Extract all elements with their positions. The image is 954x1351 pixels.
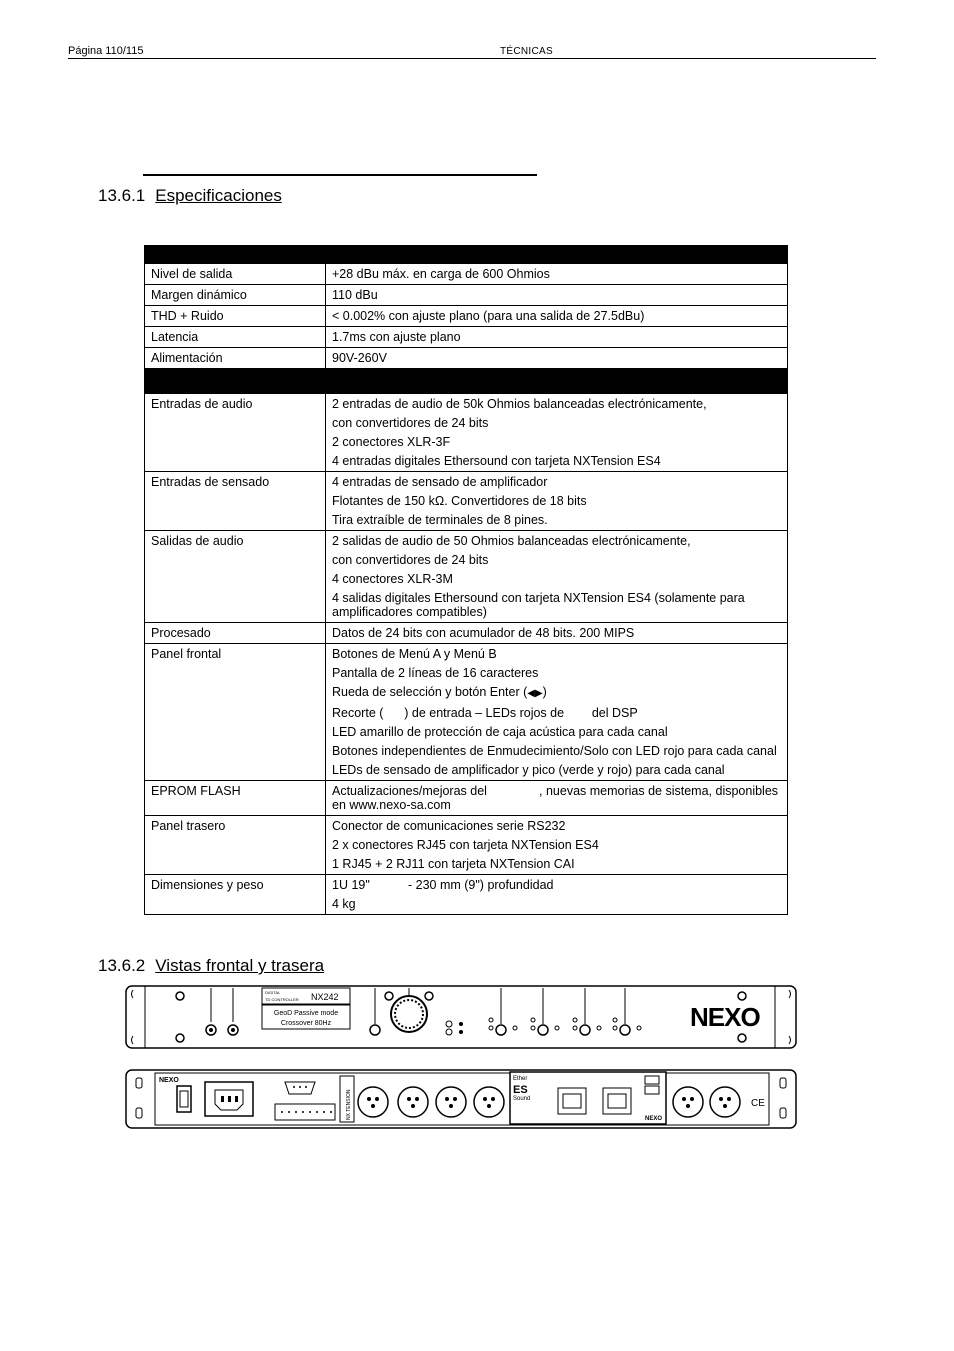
table-row: [145, 394, 788, 472]
row-label: Latencia: [145, 327, 326, 348]
front-panel-drawing: [125, 984, 798, 1050]
row-value: < 0.002% con ajuste plano (para una salida de 27.5dBu): [332, 309, 645, 323]
row-label: Dimensiones y peso: [145, 875, 326, 915]
table-row: [145, 306, 788, 327]
page-header: [68, 44, 876, 59]
spec-heading: [98, 186, 282, 206]
row-value: 1 RJ45 + 2 RJ11 con tarjeta NXTension CAI: [332, 857, 575, 871]
row-value: LED amarillo de protección de caja acústica para cada canal: [332, 725, 668, 739]
row-value: 4 salidas digitales Ethersound con tarjeta NXTension ES4 (solamente para amplificadores compatibles): [332, 591, 745, 619]
row-value: Datos de 24 bits con acumulador de 48 bits. 200 MIPS: [332, 626, 635, 640]
row-value: 4 entradas digitales Ethersound con tarjeta NXTension ES4: [332, 454, 661, 468]
row-value: Recorte ( ) de entrada – LEDs rojos de del DSP: [332, 706, 638, 720]
row-value: 4 kg: [332, 897, 356, 911]
row-label: Nivel de salida: [145, 264, 326, 285]
row-label: Entradas de audio: [145, 394, 326, 472]
sense-label-text: NX TENSION: [346, 1089, 352, 1120]
row-label: Entradas de sensado: [145, 472, 326, 531]
row-value: 4 entradas de sensado de amplificador: [332, 475, 548, 489]
row-value: 4 conectores XLR-3M: [332, 572, 453, 586]
ce-mark: CE: [751, 1098, 765, 1109]
card-brand-text: NEXO: [645, 1116, 663, 1122]
table-band-header: [145, 246, 788, 264]
views-heading-number: 13.6.2: [98, 956, 146, 975]
table-row: [145, 781, 788, 816]
card-mark: ES: [513, 1084, 528, 1096]
table-row: [145, 348, 788, 369]
rear-panel-drawing: [125, 1068, 798, 1130]
table-row: [145, 531, 788, 623]
views-heading-title: Vistas frontal y trasera: [155, 956, 325, 975]
page-number: Página 110/115: [68, 45, 144, 57]
row-value: Tira extraíble de terminales de 8 pines.: [332, 513, 548, 527]
row-value: Botones independientes de Enmudecimiento/Solo con LED rojo para cada canal: [332, 744, 777, 758]
spec-heading-number: 13.6.1: [98, 186, 146, 205]
row-value: 110 dBu: [332, 288, 378, 302]
row-value: 2 entradas de audio de 50k Ohmios balanceadas electrónicamente,: [332, 397, 707, 411]
row-value: 1.7ms con ajuste plano: [332, 330, 461, 344]
model-name-text: NX242: [311, 992, 339, 1002]
model-top-text: DIGITAL: [265, 990, 281, 995]
spec-table: [144, 245, 788, 915]
row-label: THD + Ruido: [145, 306, 326, 327]
table-row: [145, 472, 788, 531]
row-value-wheel: Rueda de selección y botón Enter (◀▶): [332, 685, 547, 699]
row-value: Botones de Menú A y Menú B: [332, 647, 497, 661]
table-row: [145, 623, 788, 644]
card-line1: Ether: [513, 1076, 528, 1082]
row-label: Salidas de audio: [145, 531, 326, 623]
display-line1: GeoD Passive mode: [273, 1010, 339, 1017]
row-value: 2 x conectores RJ45 con tarjeta NXTension ES4: [332, 838, 599, 852]
row-value: con convertidores de 24 bits: [332, 416, 489, 430]
views-heading: [98, 956, 324, 976]
table-row: [145, 644, 788, 781]
row-value: 2 conectores XLR-3F: [332, 435, 451, 449]
section-title: TÉCNICAS: [500, 46, 553, 57]
display-line2: Crossover 80Hz: [280, 1020, 332, 1027]
nexo-logo-text: NEXO: [690, 1002, 760, 1032]
row-value: Conector de comunicaciones serie RS232: [332, 819, 566, 833]
table-row: [145, 264, 788, 285]
row-label: Panel trasero: [145, 816, 326, 875]
row-value: +28 dBu máx. en carga de 600 Ohmios: [332, 267, 550, 281]
left-right-arrows-icon: ◀▶: [527, 688, 543, 699]
row-label: Alimentación: [145, 348, 326, 369]
row-value: 90V-260V: [332, 351, 387, 365]
row-label: Panel frontal: [145, 644, 326, 781]
model-sub-text: TD CONTROLLER: [265, 997, 299, 1002]
row-label: Procesado: [145, 623, 326, 644]
spec-heading-title: Especificaciones: [155, 186, 282, 205]
row-label: Margen dinámico: [145, 285, 326, 306]
section-rule: [143, 174, 537, 176]
row-value: 2 salidas de audio de 50 Ohmios balanceadas electrónicamente,: [332, 534, 691, 548]
row-value: LEDs de sensado de amplificador y pico (verde y rojo) para cada canal: [332, 763, 725, 777]
row-value: Flotantes de 150 kΩ. Convertidores de 18 bits: [332, 494, 587, 508]
row-value: Actualizaciones/mejoras del , nuevas memorias de sistema, disponibles en www.nexo-sa.com: [332, 784, 782, 812]
table-row: [145, 875, 788, 915]
table-row: [145, 285, 788, 306]
row-label: EPROM FLASH: [145, 781, 326, 816]
rear-brand-text: NEXO: [159, 1077, 179, 1084]
table-row: [145, 327, 788, 348]
row-value: Pantalla de 2 líneas de 16 caracteres: [332, 666, 539, 680]
card-line2: Sound: [513, 1096, 531, 1102]
table-band-header: [145, 369, 788, 394]
row-value: 1U 19" - 230 mm (9") profundidad: [332, 878, 554, 892]
table-row: [145, 816, 788, 875]
row-value: con convertidores de 24 bits: [332, 553, 489, 567]
